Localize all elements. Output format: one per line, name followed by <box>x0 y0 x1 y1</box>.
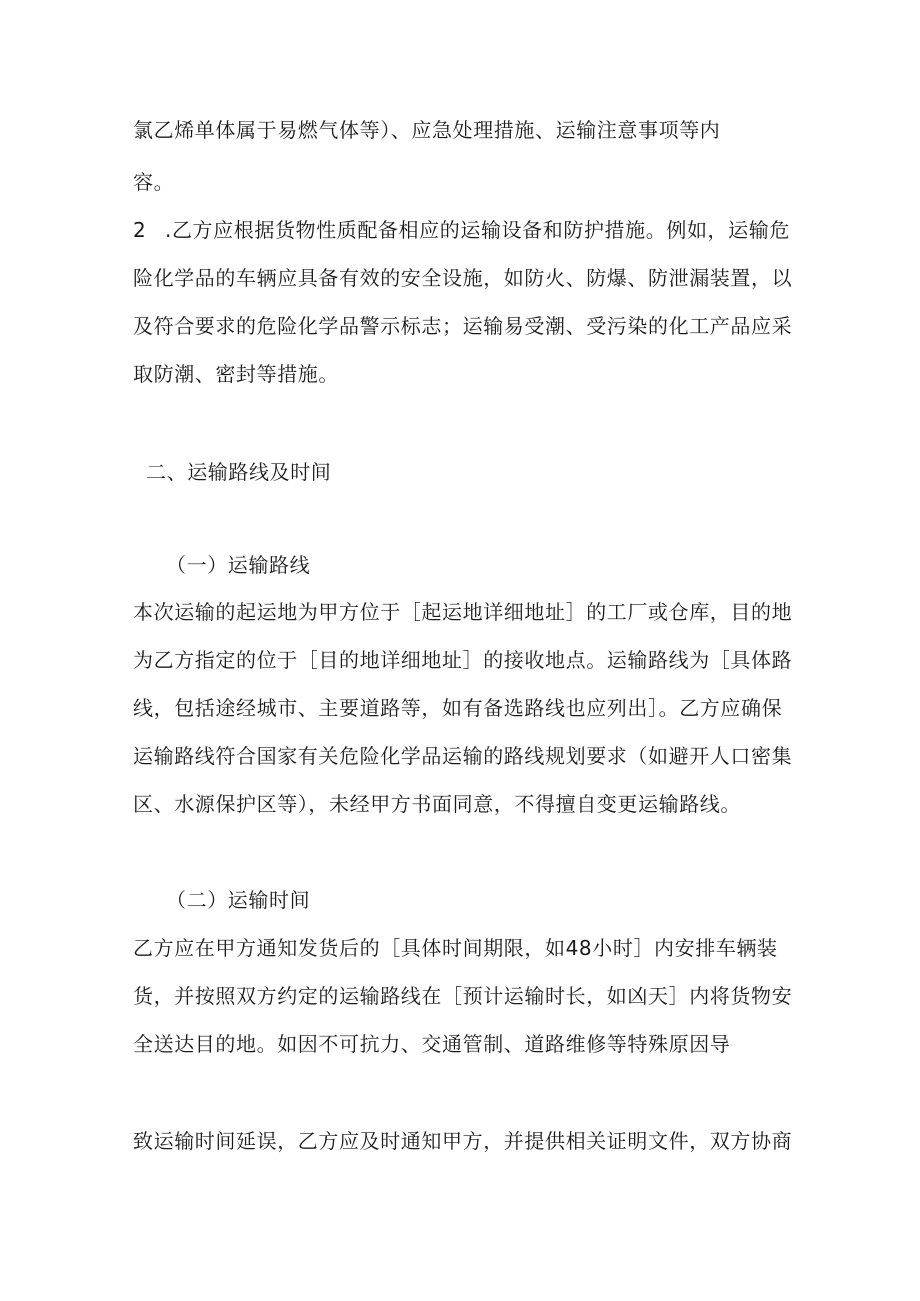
paragraph-line: 货，并按照双方约定的运输路线在［预计运输时长，如凶天］内将货物安 <box>133 984 793 1008</box>
section-heading: 二、运输路线及时间 <box>146 460 332 484</box>
paragraph-line: 区、水源保护区等），未经甲方书面同意，不得擅自变更运输路线。 <box>133 792 741 816</box>
paragraph-line: 容。 <box>133 170 175 194</box>
subsection-heading: （一）运输路线 <box>166 553 311 577</box>
paragraph-line: 致运输时间延误，乙方应及时通知甲方，并提供相关证明文件，双方协商 <box>133 1129 793 1153</box>
paragraph-line: 及符合要求的危险化学品警示标志；运输易受潮、受污染的化工产品应采 <box>133 314 793 338</box>
list-item-text: .乙方应根据货物性质配备相应的运输设备和防护措施。例如，运输危 <box>165 218 790 242</box>
paragraph-line: 乙方应在甲方通知发货后的［具体时间期限，如48小时］内安排车辆装 <box>133 936 778 960</box>
paragraph-line: 氯乙烯单体属于易燃气体等）、应急处理措施、运输注意事项等内 <box>133 118 721 142</box>
list-item-number: 2 <box>133 218 147 242</box>
paragraph-line: 取防潮、密封等措施。 <box>133 362 339 386</box>
subsection-heading: （二）运输时间 <box>166 888 311 912</box>
paragraph-line: 本次运输的起运地为甲方位于［起运地详细地址］的工厂或仓库，目的地 <box>133 600 793 624</box>
paragraph-line: 线，包括途经城市、主要道路等，如有备选路线也应列出］。乙方应确保 <box>133 696 783 720</box>
paragraph-line: 险化学品的车辆应具备有效的安全设施，如防火、防爆、防泄漏装置，以 <box>133 266 793 290</box>
list-item-2 <box>133 218 790 242</box>
paragraph-line: 运输路线符合国家有关危险化学品运输的路线规划要求（如避开人口密集 <box>133 744 793 768</box>
paragraph-line: 全送达目的地。如因不可抗力、交通管制、道路维修等特殊原因导 <box>133 1032 731 1056</box>
paragraph-line: 为乙方指定的位于［目的地详细地址］的接收地点。运输路线为［具体路 <box>133 648 793 672</box>
